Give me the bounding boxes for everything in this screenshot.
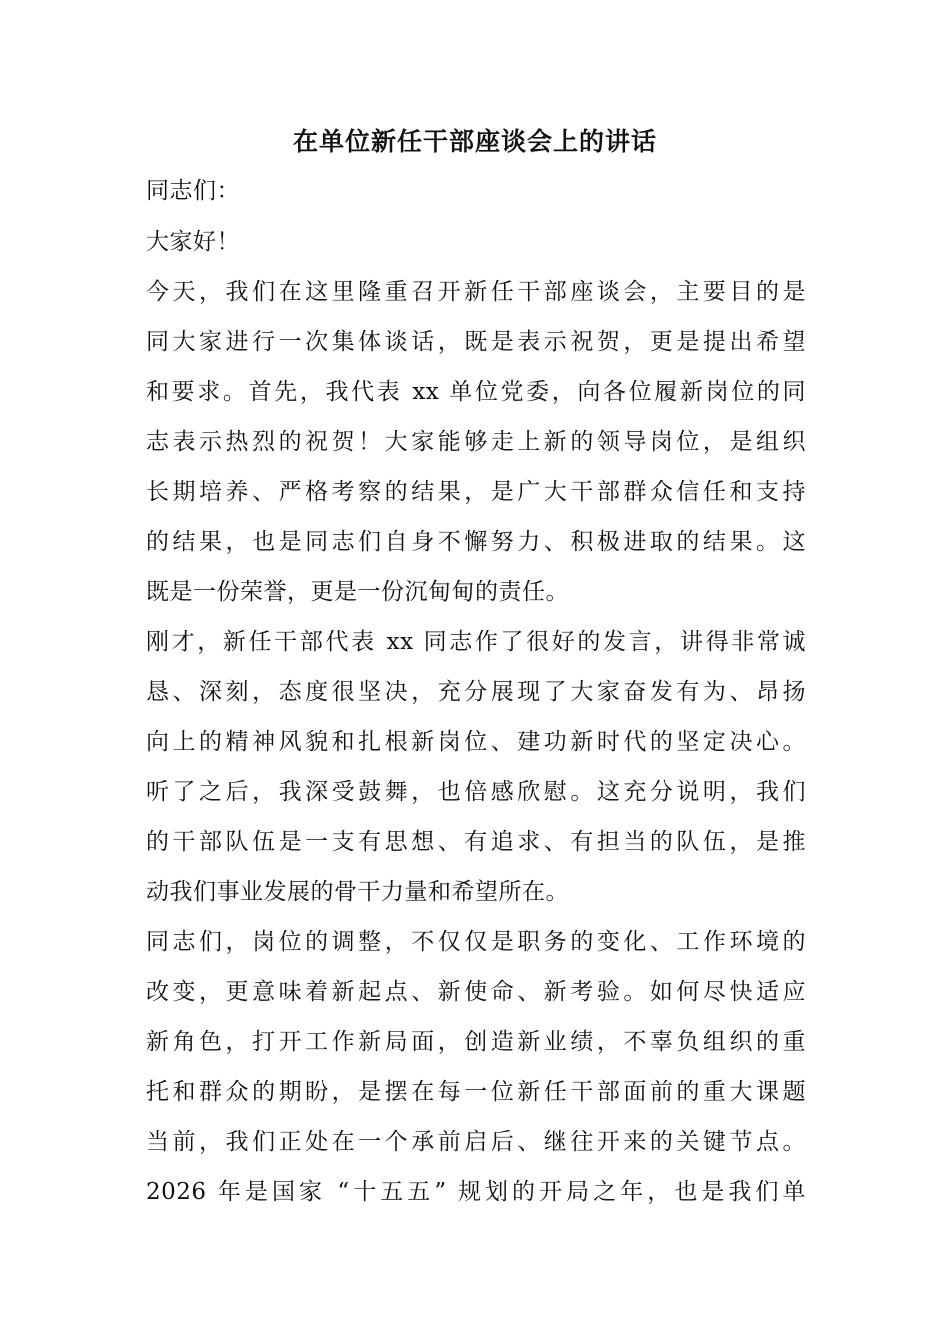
paragraph-line: 同大家进行一次集体谈话，既是表示祝贺，更是提出希望 xyxy=(146,329,806,355)
paragraph-line: 志表示热烈的祝贺！大家能够走上新的领导岗位，是组织 xyxy=(146,429,806,455)
paragraph-line: 今天，我们在这里隆重召开新任干部座谈会，主要目的是 xyxy=(146,279,806,305)
paragraph-line: 改变，更意味着新起点、新使命、新考验。如何尽快适应 xyxy=(146,979,806,1005)
paragraph-line: 动我们事业发展的骨干力量和希望所在。 xyxy=(146,879,569,905)
salutation-line: 同志们： xyxy=(146,178,240,204)
paragraph-line: 恳、深刻，态度很坚决，充分展现了大家奋发有为、昂扬 xyxy=(146,679,806,705)
paragraph-line: 长期培养、严格考察的结果，是广大干部群众信任和支持 xyxy=(146,479,806,505)
paragraph-line: 2026 年是国家 “十五五” 规划的开局之年，也是我们单 xyxy=(146,1179,806,1205)
paragraph-line: 和要求。首先，我代表 xx 单位党委，向各位履新岗位的同 xyxy=(146,379,806,405)
paragraph-line: 刚才，新任干部代表 xx 同志作了很好的发言，讲得非常诚 xyxy=(146,629,806,655)
paragraph-line: 向上的精神风貌和扎根新岗位、建功新时代的坚定决心。 xyxy=(146,729,806,755)
paragraph-line: 的结果，也是同志们自身不懈努力、积极进取的结果。这 xyxy=(146,529,806,555)
greeting-line: 大家好！ xyxy=(146,229,240,255)
paragraph-line: 新角色，打开工作新局面，创造新业绩，不辜负组织的重 xyxy=(146,1029,806,1055)
paragraph-line: 同志们，岗位的调整，不仅仅是职务的变化、工作环境的 xyxy=(146,929,806,955)
paragraph-line: 的干部队伍是一支有思想、有追求、有担当的队伍，是推 xyxy=(146,829,806,855)
paragraph-line: 既是一份荣誉，更是一份沉甸甸的责任。 xyxy=(146,579,569,605)
document-title: 在单位新任干部座谈会上的讲话 xyxy=(292,127,657,156)
paragraph-line: 听了之后，我深受鼓舞，也倍感欣慰。这充分说明，我们 xyxy=(146,779,806,805)
paragraph-line: 当前，我们正处在一个承前启后、继往开来的关键节点。 xyxy=(146,1129,806,1155)
paragraph-line: 托和群众的期盼，是摆在每一位新任干部面前的重大课题 xyxy=(146,1079,806,1105)
